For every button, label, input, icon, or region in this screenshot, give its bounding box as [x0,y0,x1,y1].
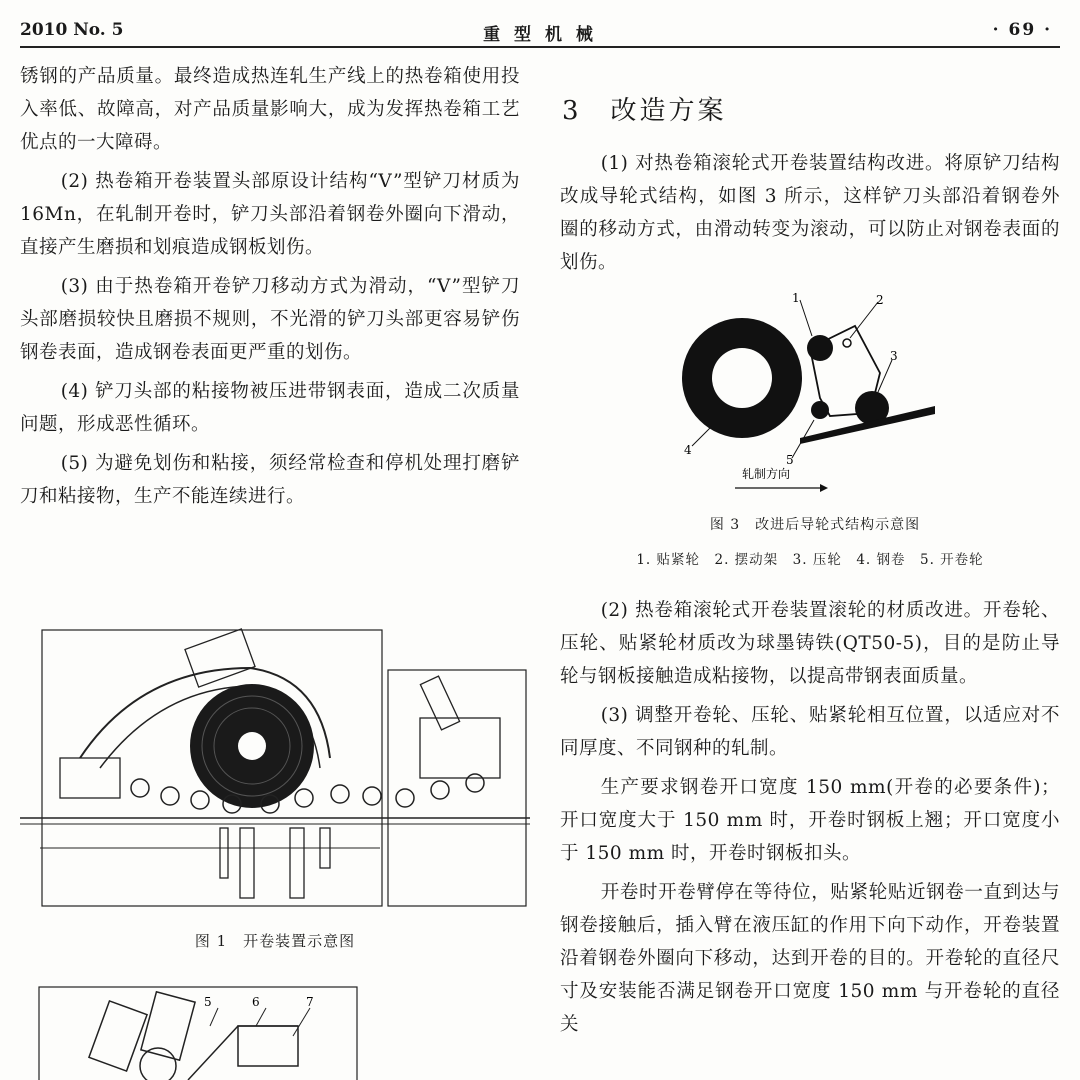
fig3-label-3: 3 [890,349,898,363]
fig3-label-4: 4 [684,443,692,457]
figure-1-caption: 图 1 开卷装置示意图 [194,932,356,950]
fig2-label-5: 5 [204,995,212,1009]
figure-1-diagram [20,628,530,908]
right-paragraph-2: (2) 热卷箱滚轮式开卷装置滚轮的材质改进。开卷轮、压轮、贴紧轮材质改为球墨铸铁(QT50-5)，目的是防止导轮与钢板接触造成粘接物，以提高带钢表面质量。 [560,600,1060,687]
fig3-label-2: 2 [876,293,884,307]
rolling-direction-label: 轧制方向 [742,467,791,481]
figure-3-diagram [680,288,940,498]
pivot-shape [843,339,851,347]
left-paragraph-3: (3) 由于热卷箱开卷铲刀移动方式为滑动，“V”型铲刀头部磨损较快且磨损不规则，不光滑的铲刀头部更容易铲伤钢卷表面，造成钢卷表面更严重的划伤。 [20,276,520,363]
right-column-bottom [560,594,1060,1047]
leader-line-1 [800,300,812,336]
right-paragraph-5: 开卷时开卷臂停在等待位，贴紧轮贴近钢卷一直到达与钢卷接触后，插入臂在液压缸的作用下向下动作，开卷装置沿着钢卷外圈向下移动，达到开卷的目的。开卷轮的直径尺寸及安装能否满足钢卷开口宽度 150 mm 与开卷轮的直径关 [560,882,1060,1035]
direction-arrow-icon [820,484,828,492]
left-column [20,60,520,519]
left-paragraph-5: (5) 为避免划伤和粘接，须经常检查和停机处理打磨铲刀和粘接物，生产不能连续进行。 [20,453,520,507]
leader-line-4 [692,428,710,446]
coil-core-shape [712,348,772,408]
page-number: · 69 · [992,20,1052,40]
left-paragraph-4: (4) 铲刀头部的粘接物被压进带钢表面，造成二次质量问题，形成恶性循环。 [20,381,520,435]
fig2-label-6: 6 [252,995,260,1009]
right-paragraph-1: (1) 对热卷箱滚轮式开卷装置结构改进。将原铲刀结构改成导轮式结构，如图 3 所示，这样铲刀头部沿着钢卷外圈的移动方式，由滑动转变为滚动，可以防止对钢卷表面的划伤。 [560,153,1060,273]
right-column-top [560,72,1060,285]
fig3-label-1: 1 [792,291,800,305]
fig2-label-7: 7 [306,995,314,1009]
opener-roller-shape [811,401,829,419]
figure-3-caption: 图 3 改进后导轮式结构示意图 [709,517,921,533]
right-paragraph-3: (3) 调整开卷轮、压轮、贴紧轮相互位置，以适应对不同厚度、不同钢种的轧制。 [560,705,1060,759]
fig3-label-5: 5 [786,453,794,467]
right-paragraph-4: 生产要求钢卷开口宽度 150 mm(开卷的必要条件)；开口宽度大于 150 mm 时，开卷时钢板上翘；开口宽度小于 150 mm 时，开卷时钢板扣头。 [560,777,1060,864]
leader-line-2 [850,302,878,338]
page-header [20,12,1060,48]
figure-2-diagram [38,986,358,1080]
left-paragraph-2: (2) 热卷箱开卷装置头部原设计结构“V”型铲刀材质为 16Mn，在轧制开卷时，铲刀头部沿着钢卷外圈向下滑动，直接产生磨损和划痕造成钢板划伤。 [20,171,520,258]
issue-number: 2010 No. 5 [20,20,124,40]
left-paragraph-continued: 锈钢的产品质量。最终造成热连轧生产线上的热卷箱使用投入率低、故障高，对产品质量影响大，成为发挥热卷箱工艺优点的一大障碍。 [20,66,520,153]
journal-title: 重 型 机 械 [483,25,597,45]
figure-3-legend: 1. 贴紧轮 2. 摆动架 3. 压轮 4. 钢卷 5. 开卷轮 [636,552,984,568]
section-title: 3 改造方案 [562,96,727,126]
contact-roller-shape [807,335,833,361]
